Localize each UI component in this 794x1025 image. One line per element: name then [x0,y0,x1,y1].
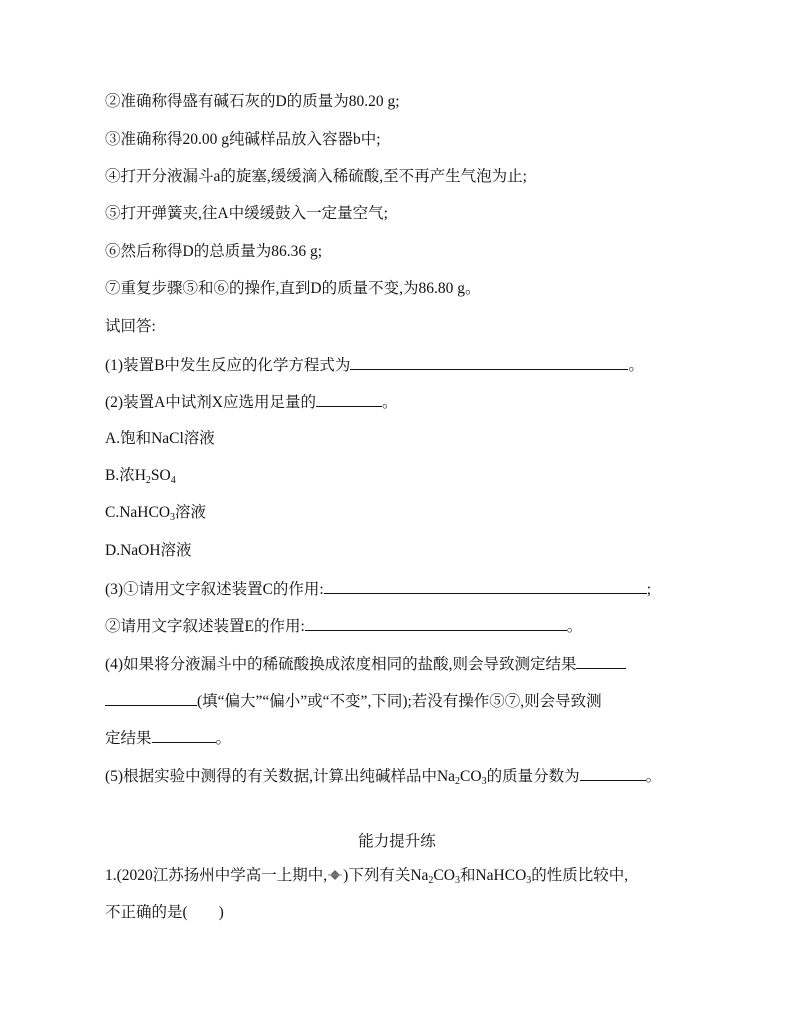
answer-blank [576,653,626,669]
question-4-text: 定结果 [105,730,152,747]
problem-1-line-2: 不正确的是( ) [105,904,224,921]
question-4-text: (填“偏大”“偏小”或“不变”,下同);若没有操作⑤⑦,则会导致测 [197,693,602,710]
step-3: ③准确称得20.00 g纯碱样品放入容器b中; [105,131,381,148]
problem-1-text: 的性质比较中, [531,867,629,884]
section-title: 能力提升练 [358,833,436,850]
question-1-end: 。 [628,357,644,374]
subscript: 3 [454,875,460,886]
question-1 [105,354,644,376]
step-5: ⑤打开弹簧夹,往A中缓缓鼓入一定量空气; [105,205,388,222]
option-c-text: C.NaHCO [105,504,171,521]
answer-blank [316,391,382,407]
step-7: ⑦重复步骤⑤和⑥的操作,直到D的质量不变,为86.80 g。 [105,280,481,297]
step-6: ⑥然后称得D的总质量为86.36 g; [105,243,323,260]
subscript: 2 [428,875,434,886]
subscript: 2 [455,776,461,787]
problem-1-text: 和NaHCO [459,867,527,884]
answer-blank [324,578,647,594]
option-b-text: B.浓H [105,467,146,484]
question-3a [105,578,651,600]
option-a: A.饱和NaCl溶液 [105,430,215,447]
question-3b [105,615,582,637]
question-3b-end: 。 [566,618,583,635]
question-5-text: CO [460,768,482,785]
question-4-line-2 [105,690,602,712]
option-c [105,503,206,523]
question-2-text: (2)装置A中试剂X应选用足量的 [105,394,316,411]
problem-1-text: )下列有关Na [343,867,429,884]
questions-intro: 试回答: [105,318,156,335]
subscript: 3 [170,512,176,523]
question-3b-text: ②请用文字叙述装置E的作用: [105,618,305,635]
problem-1-text: CO [433,867,455,884]
question-5-text: (5)根据实验中测得的有关数据,计算出纯碱样品中Na [105,768,456,785]
step-4: ④打开分液漏斗a的旋塞,缓缓滴入稀硫酸,至不再产生气泡为止; [105,168,527,185]
subscript: 3 [526,875,532,886]
option-b-text: SO [150,467,171,484]
question-5-text: 的质量分数为 [486,768,580,785]
question-4-text: (4)如果将分液漏斗中的稀硫酸换成浓度相同的盐酸,则会导致测定结果 [105,656,577,673]
subscript: 4 [170,475,176,486]
answer-blank [105,690,197,706]
answer-blank [305,615,567,631]
problem-1-text: 1.(2020江苏扬州中学高一上期中, [105,867,328,884]
question-5-end: 。 [645,768,662,785]
question-3a-text: (3)①请用文字叙述装置C的作用: [105,581,324,598]
question-1-text: (1)装置B中发生反应的化学方程式为 [105,357,351,374]
answer-blank [350,354,628,370]
step-2: ②准确称得盛有碱石灰的D的质量为80.20 g; [105,93,400,110]
subscript: 3 [481,776,487,787]
question-4-line-3 [105,727,231,749]
question-4-line-1 [105,653,626,675]
question-4-end: 。 [215,730,232,747]
question-5 [105,765,661,787]
option-c-text: 溶液 [175,504,207,521]
difficulty-star-icon [327,868,343,882]
option-b [105,466,176,486]
answer-blank [152,727,216,743]
question-2 [105,391,397,413]
question-3a-end: ; [646,581,652,598]
subscript: 2 [145,475,151,486]
problem-1-line-1 [105,866,628,886]
answer-blank [580,765,646,781]
question-2-end: 。 [381,394,398,411]
option-d: D.NaOH溶液 [105,542,192,559]
